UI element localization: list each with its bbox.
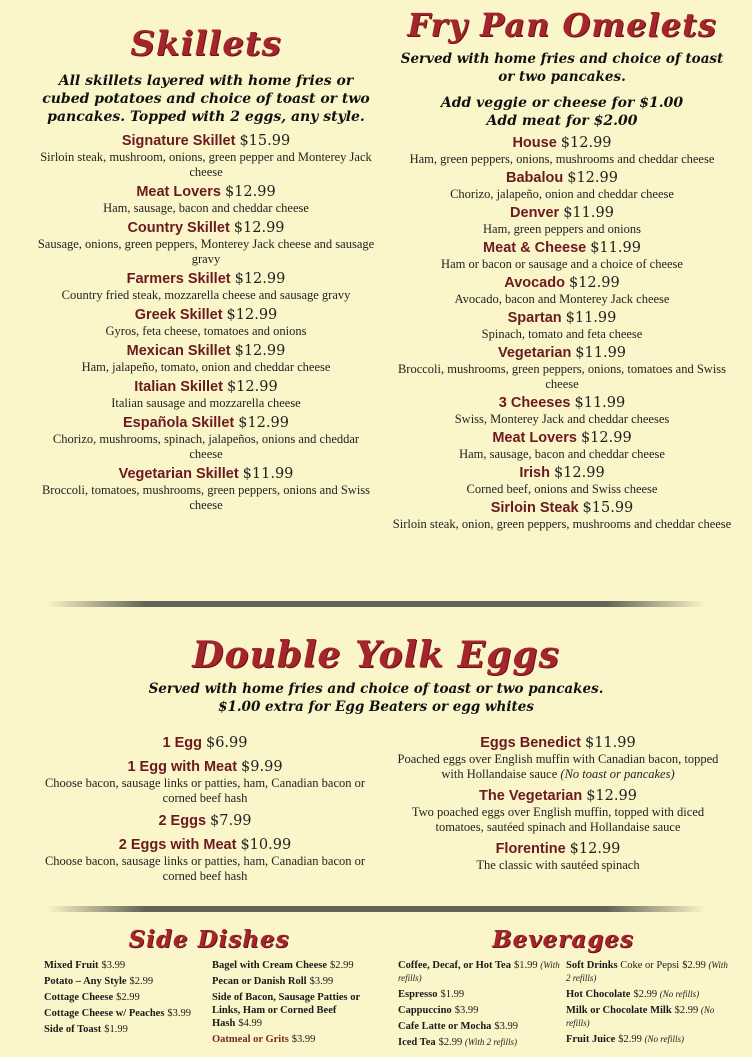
side-item-subtitle: Coke or Pepsi [620, 960, 680, 971]
menu-item-description-text: Choose bacon, sausage links or patties, ham, Canadian bacon or corned beef hash [44, 776, 366, 805]
double-yolk-title: Double Yolk Eggs [192, 634, 560, 676]
menu-item-name: The Vegetarian [479, 788, 583, 804]
menu-item [392, 204, 732, 237]
side-item-price: $2.99 [633, 989, 658, 1000]
side-item-price: $2.99 [116, 992, 140, 1003]
menu-item-description-text: Ham, green peppers and onions [483, 222, 641, 236]
menu-item-price: $12.99 [569, 841, 621, 857]
menu-item-name: Farmers Skillet [126, 271, 231, 287]
skillets-title: Skillets [130, 24, 282, 64]
menu-item-header [392, 239, 732, 257]
menu-item [36, 465, 376, 513]
menu-item-price: $12.99 [568, 275, 620, 291]
menu-item [36, 132, 376, 180]
menu-item-description-text: Italian sausage and mozzarella cheese [111, 396, 301, 410]
menu-item-description-text: Choose bacon, sausage links or patties, ham, Canadian bacon or corned beef hash [44, 854, 366, 883]
menu-item-header [388, 734, 728, 752]
menu-item-header [388, 787, 728, 805]
menu-item-name: Meat Lovers [492, 430, 577, 446]
menu-item-description [36, 201, 376, 216]
menu-item-header [392, 204, 732, 222]
side-item-name: Milk or Chocolate Milk [566, 1005, 672, 1016]
menu-item-description-text: Swiss, Monterey Jack and cheddar cheeses [454, 412, 670, 426]
menu-item-description-text: Broccoli, tomatoes, mushrooms, green peppers, onions and Swiss cheese [41, 483, 371, 512]
menu-side-item [44, 1023, 206, 1036]
menu-item-header [40, 734, 370, 752]
menu-item-name: Vegetarian Skillet [118, 466, 239, 482]
menu-item [388, 734, 728, 782]
side-item-name: Oatmeal or Grits [212, 1034, 289, 1045]
menu-item-description [40, 854, 370, 884]
side-item-price: $2.99 [330, 960, 354, 971]
omelets-addon-meat: Add meat for $2.00 [486, 113, 638, 129]
menu-item-description-text: Sirloin steak, mushroom, onions, green pepper and Monterey Jack cheese [40, 150, 372, 179]
menu-item-header [40, 836, 370, 854]
menu-item-header [392, 394, 732, 412]
menu-item-description-text: Avocado, bacon and Monterey Jack cheese [454, 292, 670, 306]
side-item-name: Iced Tea [398, 1037, 436, 1048]
side-item-note: (With 2 refills) [464, 1037, 518, 1047]
menu-item-name: 2 Eggs with Meat [118, 837, 237, 853]
menu-item [392, 239, 732, 272]
menu-side-item [566, 988, 728, 1001]
side-item-price: $1.99 [104, 1024, 128, 1035]
menu-item-name: Española Skillet [123, 415, 235, 431]
double-yolk-section [0, 634, 752, 716]
menu-item-name: Florentine [495, 841, 566, 857]
menu-item-description [392, 257, 732, 272]
menu-item [40, 758, 370, 806]
menu-item-description [36, 288, 376, 303]
menu-item-header [36, 132, 376, 150]
menu-item [36, 342, 376, 375]
menu-item [392, 344, 732, 392]
menu-item-note: (No toast or pancakes) [560, 767, 675, 781]
menu-item-description-text: Ham, green peppers, onions, mushrooms and cheddar cheese [409, 152, 715, 166]
omelets-list [392, 134, 732, 532]
menu-item-header [36, 414, 376, 432]
menu-item-description [36, 150, 376, 180]
menu-item-name: 1 Egg [162, 735, 202, 751]
side-item-name: Fruit Juice [566, 1034, 616, 1045]
menu-item-header [392, 499, 732, 517]
side-item-name: Bagel with Cream Cheese [212, 960, 327, 971]
menu-item-name: Mexican Skillet [126, 343, 231, 359]
menu-item [392, 309, 732, 342]
side-item-price: $1.99 [440, 989, 465, 1000]
menu-item-name: Irish [519, 465, 550, 481]
menu-item [392, 394, 732, 427]
menu-item-price: $11.99 [575, 345, 627, 361]
menu-item-description [40, 776, 370, 806]
omelets-title: Fry Pan Omelets [407, 6, 717, 44]
menu-item-header [36, 219, 376, 237]
menu-item-price: $12.99 [586, 788, 637, 804]
menu-side-item [44, 1007, 206, 1020]
menu-item-header [392, 429, 732, 447]
menu-item [392, 429, 732, 462]
beverages-col-1 [398, 959, 560, 1052]
menu-side-item [212, 991, 374, 1030]
menu-item-name: Signature Skillet [121, 133, 236, 149]
menu-item-name: 1 Egg with Meat [127, 759, 238, 775]
menu-item-description-text: Sirloin steak, onion, green peppers, mushrooms and cheddar cheese [392, 517, 732, 531]
side-item-name: Hot Chocolate [566, 989, 631, 1000]
side-dishes-title: Side Dishes [128, 926, 290, 953]
menu-item-price: $11.99 [565, 310, 617, 326]
menu-item-name: Eggs Benedict [480, 735, 581, 751]
menu-item-name: Meat Lovers [136, 184, 221, 200]
menu-item [392, 134, 732, 167]
menu-item-header [36, 342, 376, 360]
menu-item-price: $15.99 [582, 500, 634, 516]
menu-side-item [44, 991, 206, 1004]
menu-item [388, 840, 728, 873]
menu-item-description-text: Gyros, feta cheese, tomatoes and onions [105, 324, 307, 338]
menu-item-price: $11.99 [590, 240, 641, 256]
menu-item-header [392, 344, 732, 362]
menu-item-header [40, 758, 370, 776]
menu-side-item [398, 1004, 560, 1017]
side-item-price: $3.99 [309, 976, 334, 987]
menu-item-description [388, 858, 728, 873]
menu-item-description-text: Chorizo, mushrooms, spinach, jalapeños, onions and cheddar cheese [52, 432, 360, 461]
menu-item-price: $12.99 [226, 307, 278, 323]
menu-item-description-text: Ham, sausage, bacon and cheddar cheese [103, 201, 309, 215]
menu-item-price: $10.99 [240, 837, 292, 853]
menu-item-description [392, 222, 732, 237]
menu-item-description [392, 292, 732, 307]
section-divider [46, 601, 706, 607]
menu-item-name: Denver [510, 205, 560, 221]
menu-item-description [388, 752, 728, 782]
menu-item-description-text: Corned beef, onions and Swiss cheese [466, 482, 658, 496]
menu-item-price: $11.99 [584, 735, 636, 751]
side-item-price: $2.99 [674, 1005, 699, 1016]
menu-item-header [36, 465, 376, 483]
side-item-price: $2.99 [129, 976, 154, 987]
menu-side-item [566, 1004, 728, 1030]
menu-item-description-text: Chorizo, jalapeño, onion and cheddar cheese [450, 187, 674, 201]
menu-item-description-text: Poached eggs over English muffin with Canadian bacon, topped with Hollandaise sauce [397, 752, 719, 781]
side-dishes-col-1 [44, 959, 206, 1049]
menu-item [40, 812, 370, 830]
side-item-note: (No refills) [659, 989, 700, 999]
menu-item-description [388, 805, 728, 835]
skillets-list [36, 132, 376, 513]
menu-item-description [36, 483, 376, 513]
menu-item-description [392, 517, 732, 532]
menu-item-description [392, 482, 732, 497]
menu-item-name: Babalou [506, 170, 564, 186]
side-item-name: Potato – Any Style [44, 976, 127, 987]
menu-item-price: $12.99 [553, 465, 605, 481]
side-item-name: Mixed Fruit [44, 960, 99, 971]
menu-item-description-text: Ham, sausage, bacon and cheddar cheese [459, 447, 665, 461]
menu-item-description [36, 360, 376, 375]
menu-item [392, 499, 732, 532]
menu-item-description [392, 362, 732, 392]
menu-item [392, 274, 732, 307]
side-item-price: $3.99 [291, 1034, 316, 1045]
menu-item-description-text: The classic with sautéed spinach [476, 858, 640, 872]
beverages-col-2 [566, 959, 728, 1052]
menu-item-price: $12.99 [238, 415, 289, 431]
menu-item-description [36, 237, 376, 267]
skillets-intro: All skillets layered with home fries or cubed potatoes and choice of toast or two pancakes. Topped with 2 eggs, any style. [42, 73, 370, 125]
double-yolk-intro: Served with home fries and choice of toast or two pancakes. [148, 681, 604, 697]
menu-item-price: $15.99 [239, 133, 291, 149]
menu-item-header [392, 134, 732, 152]
menu-item-header [388, 840, 728, 858]
menu-item [40, 734, 370, 752]
menu-item-price: $6.99 [205, 735, 248, 751]
menu-item-price: $12.99 [567, 170, 618, 186]
omelets-section [392, 6, 732, 534]
menu-item-description [392, 412, 732, 427]
menu-side-item [44, 975, 206, 988]
menu-item [36, 414, 376, 462]
menu-item-description-text: Broccoli, mushrooms, green peppers, onions, tomatoes and Swiss cheese [397, 362, 727, 391]
menu-item-description [36, 324, 376, 339]
menu-item-price: $11.99 [574, 395, 626, 411]
menu-item-price: $12.99 [233, 220, 285, 236]
menu-item-price: $12.99 [224, 184, 276, 200]
menu-item-price: $12.99 [560, 135, 612, 151]
side-item-price: $3.99 [454, 1005, 479, 1016]
menu-item-header [36, 378, 376, 396]
menu-item-description-text: Ham, jalapeño, tomato, onion and cheddar cheese [81, 360, 331, 374]
side-item-name: Side of Bacon, Sausage Patties or Links, Ham or Corned Beef Hash [212, 992, 360, 1029]
menu-item-description [392, 327, 732, 342]
menu-item-price: $12.99 [234, 271, 286, 287]
menu-item-name: Greek Skillet [134, 307, 223, 323]
menu-item-description-text: Ham or bacon or sausage and a choice of cheese [441, 257, 683, 271]
side-item-name: Cappuccino [398, 1005, 452, 1016]
menu-side-item [212, 975, 374, 988]
side-item-price: $2.99 [618, 1034, 642, 1045]
menu-item-price: $11.99 [563, 205, 614, 221]
side-item-price: $3.99 [494, 1021, 519, 1032]
omelets-intro: Served with home fries and choice of toast or two pancakes. [400, 51, 724, 85]
menu-item-description [36, 396, 376, 411]
omelets-addon-veggie: Add veggie or cheese for $1.00 [440, 95, 684, 111]
side-item-note: (No refills) [566, 1005, 715, 1028]
menu-side-item [398, 959, 560, 985]
side-item-name: Pecan or Danish Roll [212, 976, 307, 987]
double-yolk-left-list [40, 734, 370, 890]
menu-item-name: 2 Eggs [158, 813, 207, 829]
menu-item-header [392, 309, 732, 327]
menu-item-header [392, 274, 732, 292]
menu-item-price: $12.99 [580, 430, 632, 446]
menu-item-name: Country Skillet [127, 220, 230, 236]
menu-side-item [212, 1033, 374, 1046]
beverages-section [398, 926, 728, 1052]
double-yolk-extra: $1.00 extra for Egg Beaters or egg whites [218, 699, 534, 715]
menu-item [36, 378, 376, 411]
menu-item-name: Avocado [504, 275, 565, 291]
menu-side-item [398, 1020, 560, 1033]
menu-item-header [392, 169, 732, 187]
side-item-price: $2.99 [438, 1037, 463, 1048]
menu-item-price: $12.99 [226, 379, 278, 395]
menu-item-name: House [512, 135, 557, 151]
menu-side-item [566, 959, 728, 985]
menu-item-header [40, 812, 370, 830]
menu-item-header [36, 270, 376, 288]
menu-item-description-text: Two poached eggs over English muffin, topped with diced tomatoes, sautéed spinach and Hollandaise sauce [411, 805, 705, 834]
side-dishes-section [44, 926, 374, 1049]
side-item-price: $2.99 [682, 960, 706, 971]
beverages-title: Beverages [492, 926, 634, 953]
side-item-price: $1.99 [513, 960, 538, 971]
menu-item-description-text: Spinach, tomato and feta cheese [481, 327, 643, 341]
side-item-price: $3.99 [101, 960, 126, 971]
menu-item-description-text: Sausage, onions, green peppers, Monterey Jack cheese and sausage gravy [37, 237, 375, 266]
menu-side-item [398, 1036, 560, 1049]
menu-item-header [36, 306, 376, 324]
menu-item-price: $11.99 [242, 466, 294, 482]
section-divider-bottom [46, 906, 706, 912]
side-item-name: Espresso [398, 989, 438, 1000]
side-item-name: Cottage Cheese [44, 992, 114, 1003]
menu-item [36, 219, 376, 267]
menu-item-name: 3 Cheeses [498, 395, 571, 411]
menu-item [36, 306, 376, 339]
menu-item-header [36, 183, 376, 201]
side-item-note: (With refills) [398, 960, 560, 983]
side-item-note: (No refills) [644, 1034, 684, 1044]
side-item-price: $4.99 [238, 1018, 262, 1029]
menu-item-price: $7.99 [210, 813, 252, 829]
side-item-price: $3.99 [167, 1008, 192, 1019]
menu-item [388, 787, 728, 835]
menu-item-description [392, 187, 732, 202]
menu-item [392, 464, 732, 497]
side-item-name: Coffee, Decaf, or Hot Tea [398, 960, 511, 971]
menu-item-header [392, 464, 732, 482]
menu-side-item [212, 959, 374, 972]
menu-side-item [398, 988, 560, 1001]
menu-item-description [392, 152, 732, 167]
side-item-name: Side of Toast [44, 1024, 102, 1035]
menu-item-description [36, 432, 376, 462]
menu-item-price: $12.99 [234, 343, 286, 359]
menu-item-name: Meat & Cheese [483, 240, 587, 256]
menu-item-description [392, 447, 732, 462]
menu-item-name: Italian Skillet [134, 379, 223, 395]
double-yolk-right-list [388, 734, 728, 878]
menu-item-name: Spartan [507, 310, 562, 326]
menu-item-description-text: Country fried steak, mozzarella cheese and sausage gravy [61, 288, 351, 302]
menu-item-price: $9.99 [241, 759, 283, 775]
side-item-name: Cafe Latte or Mocha [398, 1021, 492, 1032]
menu-item [36, 183, 376, 216]
skillets-section [36, 24, 376, 516]
menu-item [392, 169, 732, 202]
menu-item-name: Vegetarian [497, 345, 572, 361]
side-item-note: (With 2 refills) [566, 960, 728, 983]
menu-side-item [44, 959, 206, 972]
menu-item-name: Sirloin Steak [490, 500, 579, 516]
side-item-name: Soft Drinks [566, 960, 618, 971]
menu-item [40, 836, 370, 884]
side-dishes-col-2 [212, 959, 374, 1049]
menu-side-item [566, 1033, 728, 1046]
side-item-name: Cottage Cheese w/ Peaches [44, 1008, 165, 1019]
menu-item [36, 270, 376, 303]
